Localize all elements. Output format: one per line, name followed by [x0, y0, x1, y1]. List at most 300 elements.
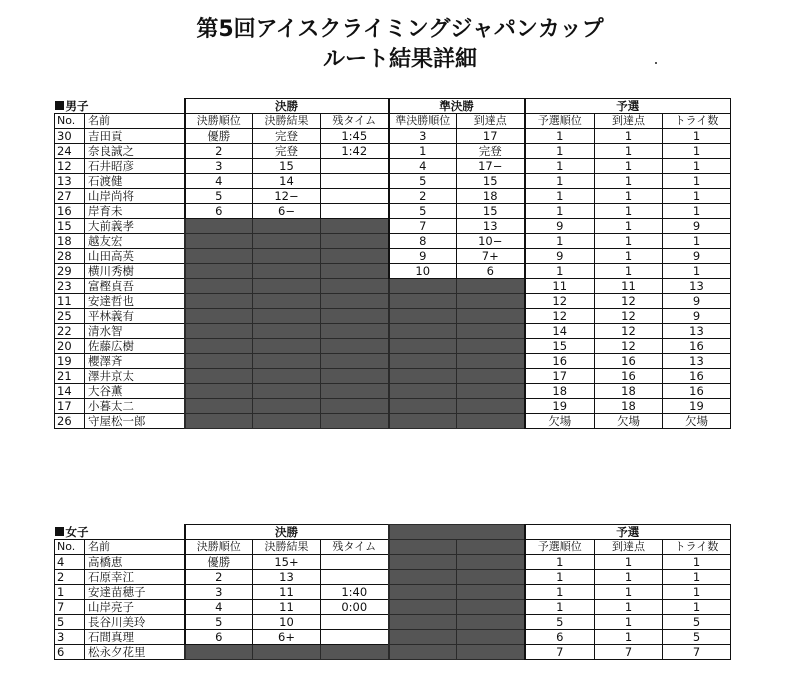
table-cell: 1 [663, 600, 731, 615]
table-row [55, 234, 731, 249]
column-header: 準決勝順位 [389, 114, 457, 129]
table-cell: 欠場 [663, 414, 731, 429]
table-row [55, 585, 731, 600]
table-cell: 1 [525, 174, 595, 189]
table-cell: 1 [525, 129, 595, 144]
table-cell: 24 [55, 144, 85, 159]
table-cell: 1 [525, 189, 595, 204]
table-cell: 安達哲也 [85, 294, 185, 309]
table-cell: 1 [55, 585, 85, 600]
empty-shaded-cell [389, 600, 457, 615]
table-cell: 1 [663, 174, 731, 189]
table-row [55, 204, 731, 219]
table-cell [321, 555, 389, 570]
table-cell: 6− [253, 204, 321, 219]
empty-shaded-cell [389, 339, 457, 354]
women-results-table [54, 524, 731, 660]
empty-shaded-cell [389, 414, 457, 429]
table-cell: 17 [457, 129, 525, 144]
table-cell: 4 [389, 159, 457, 174]
table-cell: 櫻澤斉 [85, 354, 185, 369]
empty-shaded-cell [321, 354, 389, 369]
square-icon [55, 101, 64, 110]
empty-shaded-cell [253, 249, 321, 264]
empty-shaded-cell [389, 279, 457, 294]
table-row [55, 129, 731, 144]
table-cell [321, 174, 389, 189]
table-cell: 2 [389, 189, 457, 204]
table-cell: 25 [55, 309, 85, 324]
empty-shaded-cell [253, 399, 321, 414]
empty-shaded-cell [185, 369, 253, 384]
table-cell: 1 [525, 204, 595, 219]
table-cell: 山田高英 [85, 249, 185, 264]
group-final: 決勝 [185, 525, 389, 540]
table-cell: 17 [55, 399, 85, 414]
empty-shaded-cell [389, 630, 457, 645]
table-cell: 1 [595, 630, 663, 645]
table-cell: 9 [663, 309, 731, 324]
table-cell: 3 [55, 630, 85, 645]
empty-shaded-cell [185, 645, 253, 660]
table-cell: 9 [663, 249, 731, 264]
column-header: 残タイム [321, 540, 389, 555]
empty-shaded-cell [321, 369, 389, 384]
table-cell: 石原幸江 [85, 570, 185, 585]
empty-shaded-cell [321, 309, 389, 324]
empty-shaded-cell [185, 249, 253, 264]
table-cell: 欠場 [595, 414, 663, 429]
table-cell: 28 [55, 249, 85, 264]
table-row [55, 294, 731, 309]
empty-shaded-cell [253, 324, 321, 339]
table-cell: 佐藤広樹 [85, 339, 185, 354]
table-cell: 16 [595, 354, 663, 369]
column-header: 名前 [85, 540, 185, 555]
table-cell: 12 [55, 159, 85, 174]
table-row [55, 645, 731, 660]
table-cell: 16 [663, 339, 731, 354]
table-cell: 7 [663, 645, 731, 660]
table-cell: 富樫貞吾 [85, 279, 185, 294]
table-cell: 5 [663, 630, 731, 645]
table-cell: 12 [525, 309, 595, 324]
empty-shaded-cell [253, 414, 321, 429]
empty-shaded-cell [389, 645, 457, 660]
table-cell: 7 [525, 645, 595, 660]
table-row [55, 414, 731, 429]
table-cell: 完登 [457, 144, 525, 159]
table-row [55, 309, 731, 324]
page-subtitle: ルート結果詳細 [322, 47, 477, 72]
section-label-text: 女子 [65, 524, 89, 539]
table-row [55, 279, 731, 294]
column-header: 到達点 [457, 114, 525, 129]
table-cell: 16 [663, 384, 731, 399]
table-cell: 11 [253, 585, 321, 600]
table-cell: 27 [55, 189, 85, 204]
table-cell: 1 [525, 585, 595, 600]
empty-shaded-cell [321, 234, 389, 249]
empty-shaded-cell [185, 234, 253, 249]
empty-shaded-cell [457, 630, 525, 645]
table-cell [321, 189, 389, 204]
empty-shaded-cell [457, 615, 525, 630]
table-cell: 13 [663, 324, 731, 339]
table-cell: 4 [55, 555, 85, 570]
group-final: 決勝 [185, 99, 389, 114]
table-cell: 4 [185, 600, 253, 615]
table-cell: 12 [525, 294, 595, 309]
page-title: 第5回アイスクライミングジャパンカップ [196, 17, 604, 42]
table-cell: 守屋松一郎 [85, 414, 185, 429]
column-header: 予選順位 [525, 114, 595, 129]
table-cell: 15 [55, 219, 85, 234]
empty-shaded-cell [253, 279, 321, 294]
table-cell: 石井昭彦 [85, 159, 185, 174]
table-cell: 1 [663, 264, 731, 279]
table-cell: 6 [185, 204, 253, 219]
empty-shaded-cell [185, 309, 253, 324]
table-row [55, 189, 731, 204]
table-cell: 9 [663, 294, 731, 309]
table-cell: 1 [595, 264, 663, 279]
column-header: No. [55, 114, 85, 129]
table-row [55, 159, 731, 174]
table-cell: 高橋恵 [85, 555, 185, 570]
table-cell: 1 [525, 159, 595, 174]
empty-shaded-cell [457, 645, 525, 660]
empty-shaded-cell [321, 294, 389, 309]
column-header: 決勝順位 [185, 540, 253, 555]
empty-shaded-cell [185, 324, 253, 339]
table-cell: 優勝 [185, 129, 253, 144]
table-cell: 1 [595, 204, 663, 219]
table-cell: 石渡健 [85, 174, 185, 189]
table-row [55, 399, 731, 414]
table-row [55, 354, 731, 369]
table-cell [321, 615, 389, 630]
table-cell: 山岸亮子 [85, 600, 185, 615]
table-cell: 越友宏 [85, 234, 185, 249]
table-cell: 1 [525, 600, 595, 615]
table-cell: 3 [389, 129, 457, 144]
empty-shaded-cell [185, 294, 253, 309]
table-cell: 山岸尚将 [85, 189, 185, 204]
empty-shaded-cell [185, 264, 253, 279]
column-header: 予選順位 [525, 540, 595, 555]
table-cell: 19 [663, 399, 731, 414]
table-cell: 1 [595, 600, 663, 615]
empty-shaded-cell [389, 369, 457, 384]
empty-shaded-cell [253, 645, 321, 660]
table-row [55, 570, 731, 585]
empty-shaded-cell [457, 279, 525, 294]
table-cell: 12 [595, 324, 663, 339]
table-cell: 横川秀樹 [85, 264, 185, 279]
table-cell: 2 [55, 570, 85, 585]
table-cell [321, 159, 389, 174]
table-cell: 11 [595, 279, 663, 294]
empty-shaded-cell [457, 585, 525, 600]
table-cell: 17− [457, 159, 525, 174]
group-qual: 予選 [525, 99, 731, 114]
group-semi [389, 525, 525, 540]
column-header [389, 540, 457, 555]
table-row [55, 339, 731, 354]
table-cell: 12− [253, 189, 321, 204]
table-cell: 1:40 [321, 585, 389, 600]
table-cell: 1 [595, 159, 663, 174]
table-cell: 澤井京太 [85, 369, 185, 384]
empty-shaded-cell [185, 399, 253, 414]
table-cell: 7 [389, 219, 457, 234]
group-qual: 予選 [525, 525, 731, 540]
column-header-row [55, 540, 731, 555]
scan-speck [655, 62, 657, 64]
table-cell: 0:00 [321, 600, 389, 615]
empty-shaded-cell [253, 369, 321, 384]
table-cell: 9 [525, 249, 595, 264]
column-header: 到達点 [595, 114, 663, 129]
column-header: 決勝結果 [253, 114, 321, 129]
table-cell: 1 [663, 189, 731, 204]
table-cell: 長谷川美玲 [85, 615, 185, 630]
empty-shaded-cell [321, 384, 389, 399]
empty-shaded-cell [457, 399, 525, 414]
table-cell: 5 [525, 615, 595, 630]
table-cell: 11 [525, 279, 595, 294]
table-cell: 1 [595, 129, 663, 144]
table-cell: 16 [663, 369, 731, 384]
table-cell: 1 [525, 264, 595, 279]
men-results-table [54, 98, 731, 429]
empty-shaded-cell [321, 324, 389, 339]
empty-shaded-cell [389, 354, 457, 369]
empty-shaded-cell [389, 384, 457, 399]
table-cell: 5 [185, 615, 253, 630]
table-cell: 12 [595, 339, 663, 354]
empty-shaded-cell [457, 555, 525, 570]
table-cell: 石間真理 [85, 630, 185, 645]
table-cell: 平林義有 [85, 309, 185, 324]
table-cell: 7+ [457, 249, 525, 264]
table-cell: 1:42 [321, 144, 389, 159]
table-cell: 大前義孝 [85, 219, 185, 234]
table-cell: 1 [663, 129, 731, 144]
empty-shaded-cell [321, 414, 389, 429]
table-cell: 11 [253, 600, 321, 615]
empty-shaded-cell [389, 324, 457, 339]
empty-shaded-cell [389, 585, 457, 600]
table-cell: 完登 [253, 129, 321, 144]
empty-shaded-cell [185, 279, 253, 294]
table-cell: 13 [663, 354, 731, 369]
table-cell: 13 [253, 570, 321, 585]
table-row [55, 219, 731, 234]
column-header: No. [55, 540, 85, 555]
table-cell: 小暮太二 [85, 399, 185, 414]
table-cell: 17 [525, 369, 595, 384]
table-cell: 1 [595, 174, 663, 189]
table-cell: 安達苗穂子 [85, 585, 185, 600]
table-cell: 1 [663, 555, 731, 570]
table-cell: 16 [55, 204, 85, 219]
table-cell: 1 [595, 189, 663, 204]
table-cell: 15 [253, 159, 321, 174]
table-cell: 1 [525, 234, 595, 249]
table-cell: 20 [55, 339, 85, 354]
table-cell [321, 204, 389, 219]
table-cell: 16 [525, 354, 595, 369]
empty-shaded-cell [457, 369, 525, 384]
group-header-row [55, 99, 731, 114]
section-label [55, 525, 185, 540]
empty-shaded-cell [185, 384, 253, 399]
table-cell: 1 [663, 585, 731, 600]
table-cell: 18 [525, 384, 595, 399]
table-cell: 1 [595, 234, 663, 249]
table-row [55, 324, 731, 339]
table-cell: 26 [55, 414, 85, 429]
empty-shaded-cell [321, 399, 389, 414]
empty-shaded-cell [389, 399, 457, 414]
table-cell: 5 [389, 204, 457, 219]
column-header: 名前 [85, 114, 185, 129]
empty-shaded-cell [457, 324, 525, 339]
empty-shaded-cell [457, 354, 525, 369]
table-cell: 1 [595, 219, 663, 234]
table-cell: 22 [55, 324, 85, 339]
column-header: 残タイム [321, 114, 389, 129]
table-cell: 15 [457, 204, 525, 219]
table-cell: 1 [663, 159, 731, 174]
column-header: トライ数 [663, 114, 731, 129]
table-cell: 大谷薫 [85, 384, 185, 399]
table-cell: 10 [253, 615, 321, 630]
table-cell: 10− [457, 234, 525, 249]
table-cell: 1 [595, 249, 663, 264]
empty-shaded-cell [321, 264, 389, 279]
table-cell: 2 [185, 144, 253, 159]
table-cell: 23 [55, 279, 85, 294]
empty-shaded-cell [321, 339, 389, 354]
table-cell: 1 [595, 144, 663, 159]
section-label [55, 99, 185, 114]
empty-shaded-cell [321, 645, 389, 660]
table-cell: 9 [525, 219, 595, 234]
empty-shaded-cell [253, 294, 321, 309]
table-row [55, 369, 731, 384]
column-header: 決勝結果 [253, 540, 321, 555]
empty-shaded-cell [457, 414, 525, 429]
empty-shaded-cell [321, 279, 389, 294]
empty-shaded-cell [389, 570, 457, 585]
group-semi: 準決勝 [389, 99, 525, 114]
table-cell: 2 [185, 570, 253, 585]
table-row [55, 249, 731, 264]
table-cell: 19 [55, 354, 85, 369]
table-cell: 15 [525, 339, 595, 354]
table-cell: 21 [55, 369, 85, 384]
table-cell: 13 [457, 219, 525, 234]
empty-shaded-cell [253, 339, 321, 354]
empty-shaded-cell [321, 249, 389, 264]
table-cell: 6 [185, 630, 253, 645]
table-cell: 1 [595, 555, 663, 570]
table-cell: 6 [457, 264, 525, 279]
table-cell: 1 [663, 144, 731, 159]
table-cell [321, 570, 389, 585]
table-cell: 7 [595, 645, 663, 660]
table-cell: 13 [663, 279, 731, 294]
column-header-row [55, 114, 731, 129]
table-cell: 5 [55, 615, 85, 630]
table-row [55, 600, 731, 615]
empty-shaded-cell [389, 555, 457, 570]
column-header: トライ数 [663, 540, 731, 555]
empty-shaded-cell [253, 384, 321, 399]
empty-shaded-cell [253, 219, 321, 234]
table-row [55, 630, 731, 645]
table-cell: 1 [525, 570, 595, 585]
table-cell: 吉田貢 [85, 129, 185, 144]
column-header: 到達点 [595, 540, 663, 555]
table-cell: 1 [525, 555, 595, 570]
table-cell: 16 [595, 369, 663, 384]
empty-shaded-cell [185, 414, 253, 429]
table-cell: 岸育未 [85, 204, 185, 219]
table-row [55, 144, 731, 159]
table-cell: 5 [663, 615, 731, 630]
empty-shaded-cell [457, 570, 525, 585]
section-label-text: 男子 [65, 98, 89, 113]
table-cell: 1 [663, 570, 731, 585]
empty-shaded-cell [253, 309, 321, 324]
empty-shaded-cell [457, 384, 525, 399]
table-cell: 完登 [253, 144, 321, 159]
table-cell: 3 [185, 159, 253, 174]
empty-shaded-cell [253, 264, 321, 279]
table-cell: 9 [663, 219, 731, 234]
table-cell: 14 [253, 174, 321, 189]
table-cell: 奈良誠之 [85, 144, 185, 159]
table-row [55, 174, 731, 189]
table-cell: 19 [525, 399, 595, 414]
empty-shaded-cell [185, 219, 253, 234]
table-cell: 欠場 [525, 414, 595, 429]
table-cell: 3 [185, 585, 253, 600]
empty-shaded-cell [457, 600, 525, 615]
table-cell: 9 [389, 249, 457, 264]
table-cell: 6+ [253, 630, 321, 645]
table-cell: 12 [595, 309, 663, 324]
table-cell: 6 [525, 630, 595, 645]
table-cell: 1 [525, 144, 595, 159]
table-cell: 清水智 [85, 324, 185, 339]
table-cell: 松永夕花里 [85, 645, 185, 660]
table-cell: 10 [389, 264, 457, 279]
table-cell: 14 [55, 384, 85, 399]
empty-shaded-cell [457, 294, 525, 309]
empty-shaded-cell [185, 339, 253, 354]
table-cell: 30 [55, 129, 85, 144]
table-cell: 1:45 [321, 129, 389, 144]
table-cell: 8 [389, 234, 457, 249]
table-cell: 18 [55, 234, 85, 249]
empty-shaded-cell [389, 294, 457, 309]
empty-shaded-cell [389, 309, 457, 324]
